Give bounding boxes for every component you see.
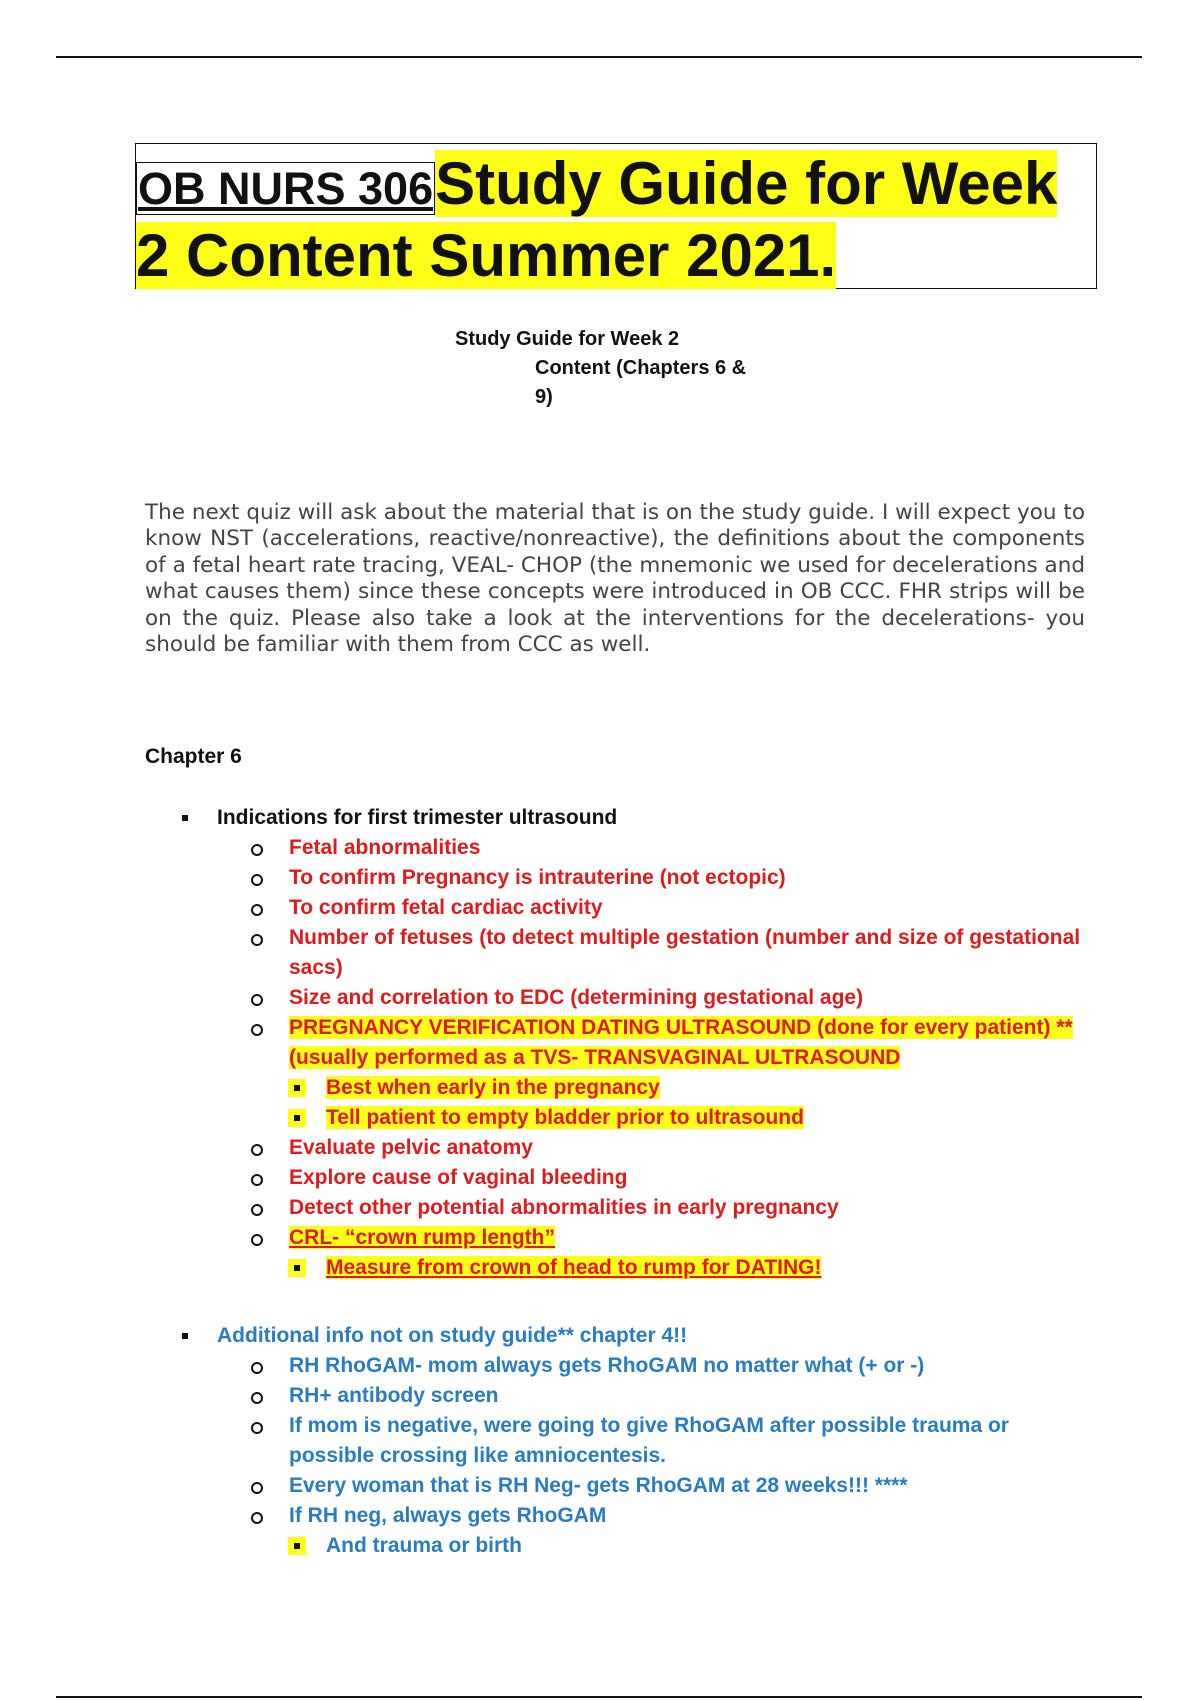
list-item-text: Measure from crown of head to rump for DATING! bbox=[326, 1256, 822, 1279]
list-item bbox=[145, 803, 1095, 1283]
section-additional-info bbox=[145, 1321, 1095, 1561]
title-line-1 bbox=[136, 148, 1057, 225]
list-item bbox=[289, 1073, 1095, 1103]
circle-bullet-icon bbox=[251, 1512, 263, 1524]
sub-sub-list bbox=[289, 1253, 1095, 1283]
course-code: OB NURS 306 bbox=[138, 163, 434, 214]
list-item bbox=[217, 1381, 1095, 1411]
title-box bbox=[135, 143, 1097, 289]
list-item-text: Every woman that is RH Neg- gets RhoGAM at 28 weeks!!! **** bbox=[289, 1474, 908, 1497]
list-item-text: If mom is negative, were going to give RhoGAM after possible trauma or possible crossing like amniocentesis. bbox=[289, 1414, 1009, 1467]
list-item bbox=[145, 1321, 1095, 1561]
sub-sub-list bbox=[289, 1531, 1095, 1561]
square-bullet-icon bbox=[294, 1265, 300, 1271]
circle-bullet-icon bbox=[251, 1422, 263, 1434]
circle-bullet-icon bbox=[251, 934, 263, 946]
list-item bbox=[217, 893, 1095, 923]
circle-bullet-icon bbox=[251, 1144, 263, 1156]
list-item-text: Tell patient to empty bladder prior to ultrasound bbox=[326, 1106, 804, 1129]
title-text: Study Guide for Week bbox=[435, 150, 1058, 217]
sub-list bbox=[217, 1351, 1095, 1561]
circle-bullet-icon bbox=[251, 1234, 263, 1246]
list-item bbox=[217, 1163, 1095, 1193]
list-item-text: RH+ antibody screen bbox=[289, 1384, 499, 1407]
circle-bullet-icon bbox=[251, 874, 263, 886]
list-item bbox=[289, 1253, 1095, 1283]
list-item bbox=[289, 1103, 1095, 1133]
circle-bullet-icon bbox=[251, 1174, 263, 1186]
list-item-text: And trauma or birth bbox=[326, 1534, 523, 1557]
section-ultrasound bbox=[145, 803, 1095, 1283]
list-item bbox=[217, 1223, 1095, 1283]
list-item bbox=[217, 863, 1095, 893]
circle-bullet-icon bbox=[251, 1204, 263, 1216]
circle-bullet-icon bbox=[251, 904, 263, 916]
list-item bbox=[217, 1411, 1095, 1471]
title-text-2: 2 Content Summer 2021. bbox=[136, 222, 837, 289]
circle-bullet-icon bbox=[251, 1362, 263, 1374]
list-item bbox=[217, 1351, 1095, 1381]
list-item-text: Evaluate pelvic anatomy bbox=[289, 1136, 533, 1159]
list-item-text: Fetal abnormalities bbox=[289, 836, 481, 859]
square-bullet-icon bbox=[294, 1085, 300, 1091]
list-item-text: Size and correlation to EDC (determining gestational age) bbox=[289, 986, 864, 1009]
list-item-text: Explore cause of vaginal bleeding bbox=[289, 1166, 628, 1189]
list-item bbox=[217, 1193, 1095, 1223]
section-heading: Indications for first trimester ultrasound bbox=[217, 806, 618, 829]
circle-bullet-icon bbox=[251, 1024, 263, 1036]
circle-bullet-icon bbox=[251, 994, 263, 1006]
list-item bbox=[217, 923, 1095, 983]
square-bullet-icon bbox=[294, 1543, 300, 1549]
list-item bbox=[217, 1501, 1095, 1561]
list-item-text: If RH neg, always gets RhoGAM bbox=[289, 1504, 607, 1527]
section-heading: Additional info not on study guide** chapter 4!! bbox=[217, 1324, 688, 1347]
list-item-text: To confirm fetal cardiac activity bbox=[289, 896, 603, 919]
square-bullet-icon bbox=[182, 815, 188, 821]
list-item bbox=[217, 1013, 1095, 1133]
list-item bbox=[217, 1471, 1095, 1501]
intro-text: The next quiz will ask about the material that is on the study guide. I will expect you to know NST (accelerations, reactive/nonreactive), the definitions about the components of a fetal heart rate tracing, VEAL- CHOP (the mnemonic we used for decelerations and what causes them) since these concepts were introduced in OB CCC. FHR strips will be on the quiz. Please also take a look at the interventions for the decelerations- you should be familiar with them from CCC as well. bbox=[145, 500, 1085, 658]
bottom-rule bbox=[56, 1696, 1142, 1698]
square-bullet-icon bbox=[294, 1115, 300, 1121]
list-item-text: Detect other potential abnormalities in early pregnancy bbox=[289, 1196, 839, 1219]
subtitle-line-1: Study Guide for Week 2 bbox=[455, 328, 680, 350]
circle-bullet-icon bbox=[251, 1482, 263, 1494]
list-item bbox=[217, 833, 1095, 863]
circle-bullet-icon bbox=[251, 1392, 263, 1404]
top-rule bbox=[56, 56, 1142, 58]
list-item bbox=[217, 1133, 1095, 1163]
list-item bbox=[217, 983, 1095, 1013]
subtitle-line-2: Content (Chapters 6 & bbox=[535, 357, 747, 379]
intro-paragraph bbox=[145, 500, 1085, 658]
list-item-text: CRL- “crown rump length” bbox=[289, 1226, 555, 1249]
square-bullet-icon bbox=[182, 1333, 188, 1339]
list-item-text: Number of fetuses (to detect multiple gestation (number and size of gestational sacs) bbox=[289, 926, 1081, 979]
list-item-text: PREGNANCY VERIFICATION DATING ULTRASOUND (done for every patient) ** (usually performed as a TVS- TRANSVAGINAL ULTRASOUND bbox=[289, 1016, 1073, 1069]
subtitle-line-3: 9) bbox=[535, 386, 553, 408]
title-line-2 bbox=[136, 220, 836, 292]
sub-sub-list bbox=[289, 1073, 1095, 1133]
list-item-text: Best when early in the pregnancy bbox=[326, 1076, 660, 1099]
circle-bullet-icon bbox=[251, 844, 263, 856]
list-item-text: RH RhoGAM- mom always gets RhoGAM no matter what (+ or -) bbox=[289, 1354, 925, 1377]
chapter-heading: Chapter 6 bbox=[145, 745, 242, 768]
list-item bbox=[289, 1531, 1095, 1561]
sub-list bbox=[217, 833, 1095, 1283]
list-item-text: To confirm Pregnancy is intrauterine (not ectopic) bbox=[289, 866, 786, 889]
